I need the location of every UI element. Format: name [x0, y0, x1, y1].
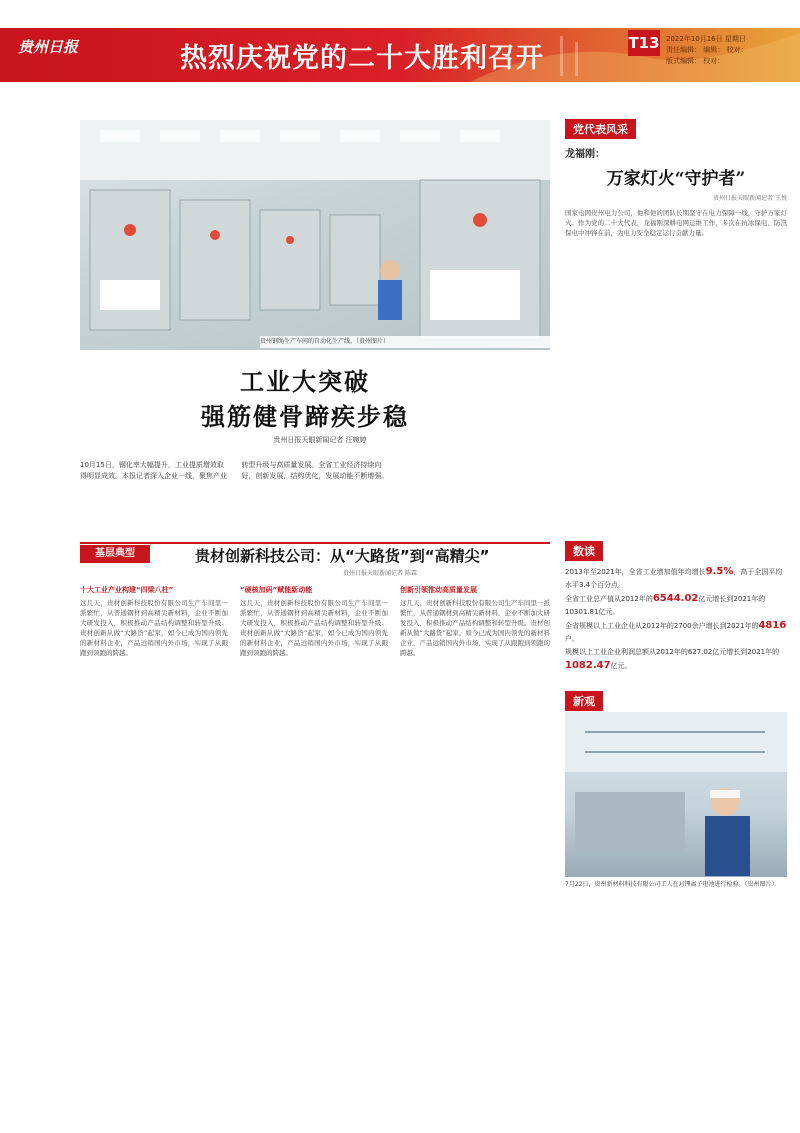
sidebar-author: 贵州日报天眼新闻记者 王悦 [713, 195, 787, 202]
article-byline: 贵州日报天眼新闻记者 汪婉婷 [273, 436, 367, 444]
shudu-header [565, 540, 787, 560]
shudu-num: 1082.47 [565, 660, 611, 671]
shudu-pre: 全省工业总产值从2012年的 [565, 595, 653, 603]
column-text: 这几天，贵材创新科技股份有限公司生产车间里一派繁忙，从普通钢材到高精尖新材料，企业不断加大研发投入，积极推动产品结构调整和转型升级。贵材创新从做“大路货”起家，如今已成为国内领先的新材料企业，产品远销国内外市场，实现了从跟跑到领跑的跨越。 [240, 599, 388, 657]
shudu-post: 亿元增长到2021年的10301.81亿元。 [565, 595, 766, 616]
meta-line: 责任编辑： 编辑： 校对： [666, 46, 748, 54]
bottom-column-1 [80, 582, 228, 1122]
shudu-num: 6544.02 [652, 593, 699, 604]
shudu-num: 9.5% [705, 566, 734, 577]
shudu-post: ，高于全国平均水平3.4个百分点。 [565, 568, 783, 589]
bottom-column-3 [400, 582, 550, 1122]
section-rule [80, 542, 550, 544]
subhead: 十大工业产业构建“四梁八柱” [80, 586, 174, 594]
section-tag: 基层典型 [80, 545, 150, 563]
xinguan-label: 新观 [565, 691, 603, 711]
shudu-list [565, 565, 787, 685]
shudu-item [565, 619, 787, 646]
column-text: 这几天，贵材创新科技股份有限公司生产车间里一派繁忙，从普通钢材到高精尖新材料，企业不断加大研发投入，积极推动产品结构调整和转型升级。贵材创新从做“大路货”起家，如今已成为国内领先的新材料企业，产品远销国内外市场，实现了从跟跑到领跑的跨越。 [80, 599, 228, 657]
shudu-item [565, 592, 787, 619]
xinguan-header [565, 690, 787, 710]
headline-line-1: 工业大突破 [240, 368, 370, 396]
sidebar-section-label: 党代表风采 [565, 119, 636, 139]
factory-photo [80, 120, 550, 350]
sidebar-body: 国家电网贵州电力公司，他和他的团队长期坚守在电力保障一线，守护万家灯火。作为党的二十大代表，龙福刚深耕电网运维工作，多次在抗冰保电、防汛保电中冲锋在前，为电力安全稳定运行贡献力量。 [565, 209, 787, 237]
subhead: “硬核加码”赋能新动能 [240, 586, 313, 594]
shudu-post: 亿元。 [610, 662, 632, 670]
bottom-column-2 [240, 582, 388, 1122]
column-text: 这几天，贵材创新科技股份有限公司生产车间里一派繁忙，从普通钢材到高精尖新材料，企业不断加大研发投入，积极推动产品结构调整和转型升级。贵材创新从做“大路货”起家，如今已成为国内领先的新材料企业，产品远销国内外市场，实现了从跟跑到领跑的跨越。 [400, 599, 550, 657]
bottom-article-byline: 贵州日报天眼新闻记者 陈霖 [343, 570, 417, 577]
spacer-upper [80, 530, 550, 540]
shudu-label: 数读 [565, 541, 603, 561]
newspaper-logo: 贵州日报 [18, 38, 79, 56]
shudu-pre: 全省规模以上工业企业从2012年的2700余户增长到2021年的 [565, 622, 759, 630]
meta-line: 版式编辑： 校对： [666, 57, 725, 65]
sidebar-title: 万家灯火“守护者” [606, 169, 746, 189]
shudu-pre: 规模以上工业企业利润总额从2012年的627.02亿元增长到2021年的 [565, 648, 780, 656]
worker-photo-caption: 7月22日，贵州新材料科技有限公司工人在对锂离子电池进行检验。（贵州图片） [565, 881, 778, 888]
shudu-item [565, 646, 787, 673]
photo-caption: 贵州钢绳生产车间的自动化生产线。（贵州图片） [260, 336, 552, 348]
shudu-pre: 2013年至2021年，全省工业增加值年均增长 [565, 568, 706, 576]
subhead: 创新引领推动高质量发展 [400, 586, 477, 594]
shudu-num: 4816 [758, 620, 787, 631]
page-number: T13 [628, 30, 660, 56]
bottom-article-title: 贵材创新科技公司：从“大路货”到“高精尖” [195, 547, 490, 565]
page-meta [666, 34, 796, 84]
worker-photo [565, 712, 787, 877]
worker-illustration [565, 712, 787, 877]
sidebar-subtitle: 龙福刚： [565, 149, 605, 160]
banner-title: 热烈庆祝党的二十大胜利召开 [180, 43, 544, 74]
factory-illustration [80, 120, 550, 350]
shudu-item [565, 565, 787, 592]
article-lead: 10月15日，钢化率大幅提升，工业提质增效取得明显成效。本报记者深入企业一线，聚焦产业转型升级与高质量发展。全省工业经济持续向好，创新发展，结构优化，发展动能不断增强。 [80, 461, 389, 480]
shudu-post: 户。 [565, 635, 579, 643]
headline-line-2: 强筋健骨蹄疾步稳 [201, 403, 409, 431]
meta-line: 2022年10月16日 星期日 [666, 35, 746, 43]
